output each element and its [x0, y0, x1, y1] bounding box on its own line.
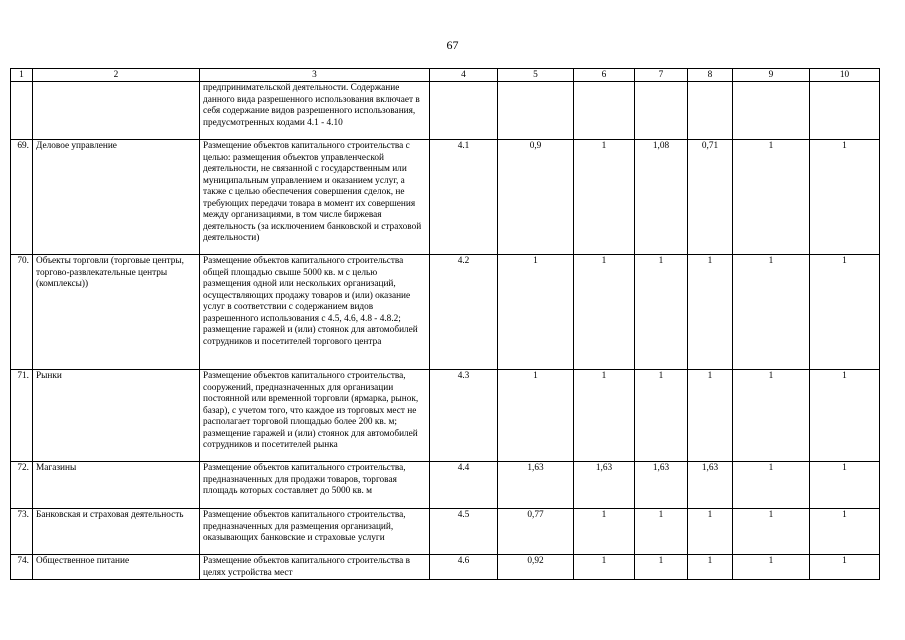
row-number: 73.: [11, 509, 33, 555]
coefficient-cell: 1: [810, 462, 880, 509]
use-type-name: Общественное питание: [33, 555, 200, 580]
coefficient-cell: 0,9: [498, 140, 574, 255]
coefficient-cell: 1,08: [635, 140, 688, 255]
coefficient-cell: 1: [733, 462, 810, 509]
row-number: [11, 82, 33, 140]
coefficient-cell: [498, 82, 574, 140]
coefficient-cell: 1: [498, 370, 574, 462]
zoning-coefficient-table: [10, 68, 880, 580]
coefficient-cell: 1: [688, 509, 733, 555]
coefficient-cell: 1: [733, 509, 810, 555]
use-type-description: предпринимательской деятельности. Содержание данного вида разрешенного использования включает в себя содержание видов разрешенного использования, предусмотренных кодами 4.1 - 4.10: [200, 82, 430, 140]
row-number: 71.: [11, 370, 33, 462]
coefficient-cell: 1,63: [688, 462, 733, 509]
coefficient-cell: 1: [810, 140, 880, 255]
table-row: [11, 555, 880, 580]
coefficient-cell: 1,63: [635, 462, 688, 509]
use-type-description: Размещение объектов капитального строительства, сооружений, предназначенных для организации постоянной или временной торговли (ярмарка, рынок, базар), с учетом того, что каждое из торговых мест не располагает торговой площадью более 200 кв. м; размещение гаражей и (или) стоянок для автомобилей сотрудников и посетителей рынка: [200, 370, 430, 462]
coefficient-cell: 1: [688, 370, 733, 462]
table-row: [11, 82, 880, 140]
use-type-code: 4.6: [430, 555, 498, 580]
coefficient-cell: [688, 82, 733, 140]
coefficient-cell: 1: [498, 255, 574, 370]
column-header: 6: [574, 69, 635, 82]
coefficient-cell: 1: [810, 509, 880, 555]
column-header: 5: [498, 69, 574, 82]
use-type-name: [33, 82, 200, 140]
use-type-code: 4.4: [430, 462, 498, 509]
coefficient-cell: 1: [733, 140, 810, 255]
use-type-code: [430, 82, 498, 140]
use-type-name: Объекты торговли (торговые центры, торгово-развлекательные центры (комплексы)): [33, 255, 200, 370]
column-header: 7: [635, 69, 688, 82]
use-type-description: Размещение объектов капитального строительства, предназначенных для размещения организаций, оказывающих банковские и страховые услуги: [200, 509, 430, 555]
coefficient-cell: 1: [635, 255, 688, 370]
use-type-description: Размещение объектов капитального строительства, предназначенных для продажи товаров, торговая площадь которых составляет до 5000 кв. м: [200, 462, 430, 509]
coefficient-cell: 1: [810, 255, 880, 370]
page-number: 67: [446, 38, 459, 52]
column-header: 10: [810, 69, 880, 82]
column-header: 9: [733, 69, 810, 82]
use-type-code: 4.3: [430, 370, 498, 462]
use-type-name: Рынки: [33, 370, 200, 462]
coefficient-cell: 1: [688, 255, 733, 370]
coefficient-cell: 1,63: [574, 462, 635, 509]
coefficient-cell: 0,77: [498, 509, 574, 555]
coefficient-cell: 1: [688, 555, 733, 580]
column-header: 1: [11, 69, 33, 82]
coefficient-cell: 1: [574, 370, 635, 462]
column-header: 8: [688, 69, 733, 82]
use-type-code: 4.5: [430, 509, 498, 555]
coefficient-cell: 1: [733, 370, 810, 462]
use-type-description: Размещение объектов капитального строительства с целью: размещения объектов управленческой деятельности, не связанной с государственным или муниципальным управлением и оказанием услуг, а также с целью обеспечения совершения сделок, не требующих передачи товара в момент их совершения между организациями, в том числе биржевая деятельность (за исключением банковской и страховой деятельности): [200, 140, 430, 255]
row-number: 74.: [11, 555, 33, 580]
coefficient-cell: 1,63: [498, 462, 574, 509]
coefficient-cell: 1: [810, 370, 880, 462]
table-row: [11, 462, 880, 509]
coefficient-cell: [733, 82, 810, 140]
use-type-code: 4.1: [430, 140, 498, 255]
table-row: [11, 255, 880, 370]
coefficient-cell: [810, 82, 880, 140]
coefficient-cell: 1: [733, 255, 810, 370]
table-row: [11, 370, 880, 462]
coefficient-cell: 1: [733, 555, 810, 580]
column-header: 2: [33, 69, 200, 82]
coefficient-cell: 1: [574, 255, 635, 370]
coefficient-cell: 0,71: [688, 140, 733, 255]
use-type-code: 4.2: [430, 255, 498, 370]
coefficient-cell: [635, 82, 688, 140]
row-number: 72.: [11, 462, 33, 509]
table-row: [11, 509, 880, 555]
coefficient-cell: 1: [574, 555, 635, 580]
use-type-description: Размещение объектов капитального строительства в целях устройства мест: [200, 555, 430, 580]
table-row: [11, 140, 880, 255]
coefficient-cell: 1: [635, 509, 688, 555]
use-type-name: Банковская и страховая деятельность: [33, 509, 200, 555]
coefficient-cell: 1: [574, 140, 635, 255]
use-type-description: Размещение объектов капитального строительства общей площадью свыше 5000 кв. м с целью размещения одной или нескольких организаций, осуществляющих продажу товаров и (или) оказание услуг в соответствии с содержанием видов разрешенного использования с 4.5, 4.6, 4.8 - 4.8.2; размещение гаражей и (или) стоянок для автомобилей сотрудников и посетителей торгового центра: [200, 255, 430, 370]
coefficient-cell: 1: [635, 370, 688, 462]
use-type-name: Деловое управление: [33, 140, 200, 255]
row-number: 69.: [11, 140, 33, 255]
table-header-row: [11, 69, 880, 82]
column-header: 3: [200, 69, 430, 82]
use-type-name: Магазины: [33, 462, 200, 509]
coefficient-cell: 0,92: [498, 555, 574, 580]
row-number: 70.: [11, 255, 33, 370]
coefficient-cell: 1: [810, 555, 880, 580]
column-header: 4: [430, 69, 498, 82]
coefficient-cell: [574, 82, 635, 140]
coefficient-cell: 1: [574, 509, 635, 555]
coefficient-cell: 1: [635, 555, 688, 580]
